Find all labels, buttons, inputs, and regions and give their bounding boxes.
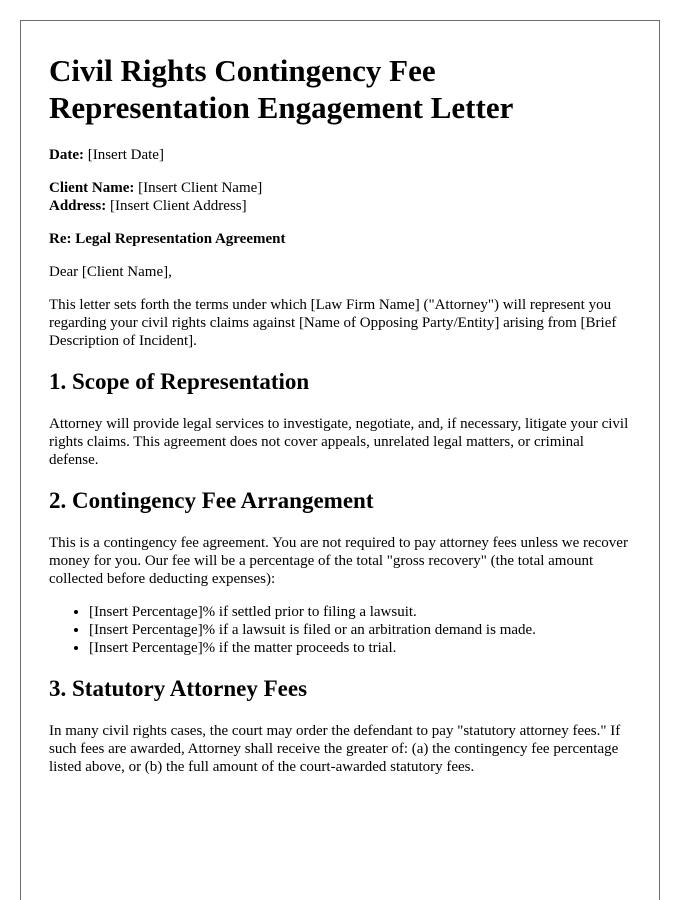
section-body-statutory: In many civil rights cases, the court may order the defendant to pay "statutory attorney fees." If such fees are awarded, Attorney shall receive the greater of: (a) the contingency fee percentage listed above, or (b) the full amount of the court-awarded statutory fees. [49, 723, 621, 775]
date-value: [Insert Date] [87, 147, 164, 163]
address-label: Address: [49, 198, 107, 214]
document-content [21, 21, 659, 776]
list-item: • [Insert Percentage]% if a lawsuit is filed or an arbitration demand is made. [89, 621, 631, 639]
client-info [49, 179, 631, 215]
section-heading-contingency: 2. Contingency Fee Arrangement [49, 488, 374, 513]
client-name-label: Client Name: [49, 180, 135, 196]
section-heading-scope: 1. Scope of Representation [49, 369, 310, 394]
salutation: Dear [Client Name], [49, 264, 172, 280]
section-body-scope: Attorney will provide legal services to investigate, negotiate, and, if necessary, litigate your civil rights claims. This agreement does not cover appeals, unrelated legal matters, or criminal defense. [49, 416, 629, 468]
fee-percentage-list [49, 603, 631, 657]
date-line [49, 146, 631, 164]
document-page [20, 20, 660, 900]
document-title [49, 52, 631, 126]
re-line [49, 230, 631, 248]
list-item: • [Insert Percentage]% if settled prior to filing a lawsuit. [89, 603, 631, 621]
address-value: [Insert Client Address] [109, 198, 247, 214]
re-line-text: Re: Legal Representation Agreement [49, 231, 286, 247]
title-line-1: Civil Rights Contingency Fee [49, 53, 436, 88]
section-body-contingency: This is a contingency fee agreement. You are not required to pay attorney fees unless we recover money for you. Our fee will be a percentage of the total "gross recovery" (the total amount collected before deducting expenses): [49, 535, 628, 587]
title-line-2: Representation Engagement Letter [49, 90, 514, 125]
client-name-value: [Insert Client Name] [138, 180, 263, 196]
list-item: • [Insert Percentage]% if the matter proceeds to trial. [89, 639, 631, 657]
intro-paragraph: This letter sets forth the terms under which [Law Firm Name] ("Attorney") will represent you regarding your civil rights claims against [Name of Opposing Party/Entity] arising from [Brief Description of Incident]. [49, 297, 617, 349]
section-heading-statutory: 3. Statutory Attorney Fees [49, 676, 308, 701]
date-label: Date: [49, 147, 84, 163]
